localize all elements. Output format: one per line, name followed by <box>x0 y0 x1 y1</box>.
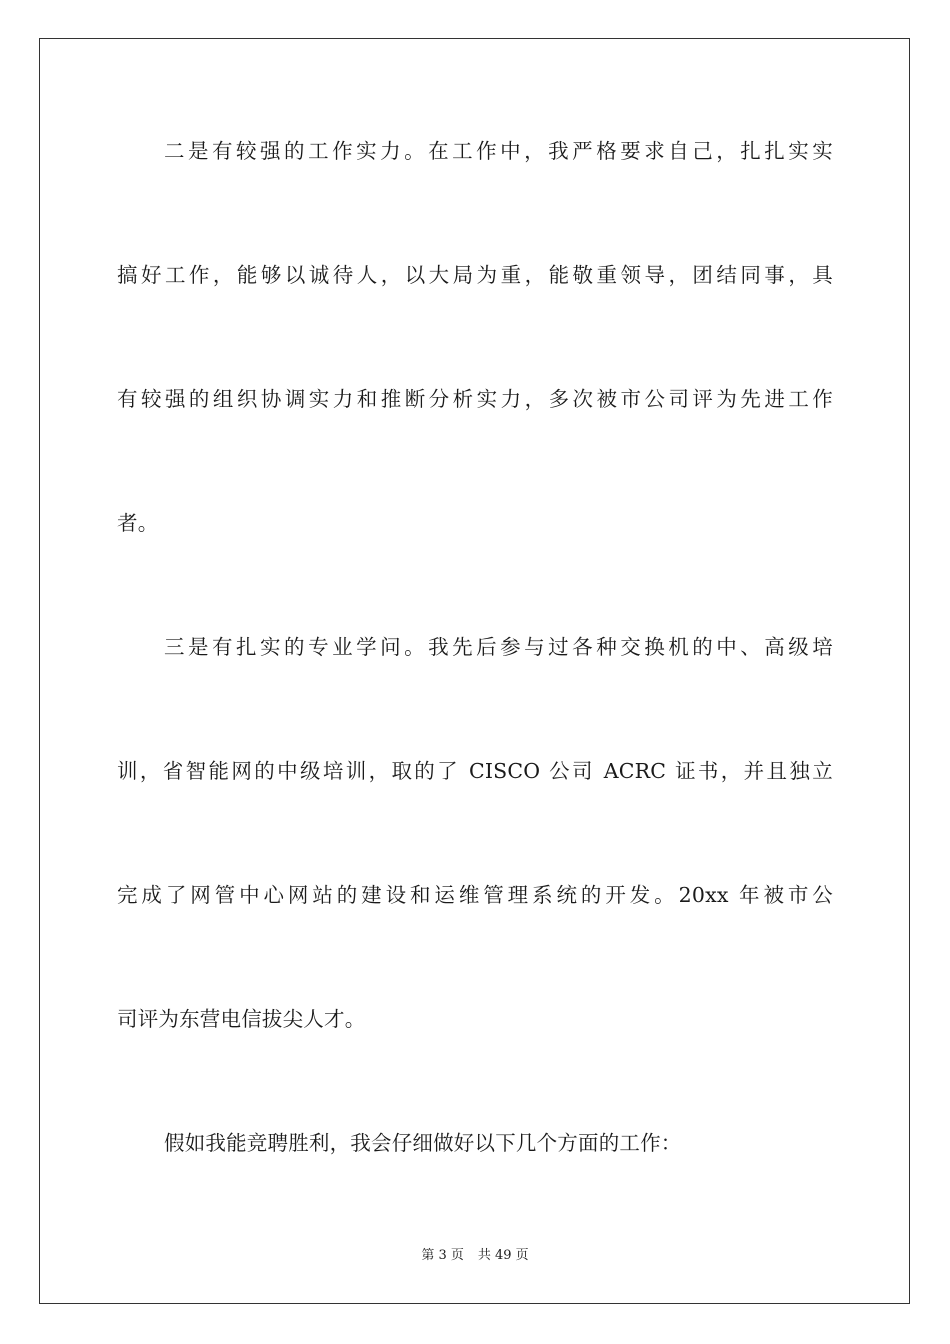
total-pages: 共 49 页 <box>477 1248 529 1263</box>
paragraph-3-line-1: 假如我能竞聘胜利，我会仔细做好以下几个方面的工作： <box>164 1131 682 1155</box>
paragraph-2-line-4: 司评为东营电信拔尖人才。 <box>117 1007 366 1031</box>
paragraph-1-line-1: 二是有较强的工作实力。在工作中，我严格要求自己，扎扎实实 <box>164 139 833 163</box>
page-number: 第 3 页 <box>421 1248 464 1263</box>
page-footer <box>0 1247 950 1265</box>
paragraph-1-line-2: 搞好工作，能够以诚待人，以大局为重，能敬重领导，团结同事，具 <box>117 263 833 287</box>
paragraph-2-line-2: 训，省智能网的中级培训，取的了 CISCO 公司 ACRC 证书，并且独立 <box>117 759 833 783</box>
paragraph-2-line-3: 完成了网管中心网站的建设和运维管理系统的开发。20xx 年被市公 <box>117 883 833 907</box>
paragraph-2-line-1: 三是有扎实的专业学问。我先后参与过各种交换机的中、高级培 <box>164 635 833 659</box>
paragraph-1-line-4: 者。 <box>117 511 159 535</box>
paragraph-1-line-3: 有较强的组织协调实力和推断分析实力，多次被市公司评为先进工作 <box>117 387 833 411</box>
page-frame <box>39 38 910 1304</box>
